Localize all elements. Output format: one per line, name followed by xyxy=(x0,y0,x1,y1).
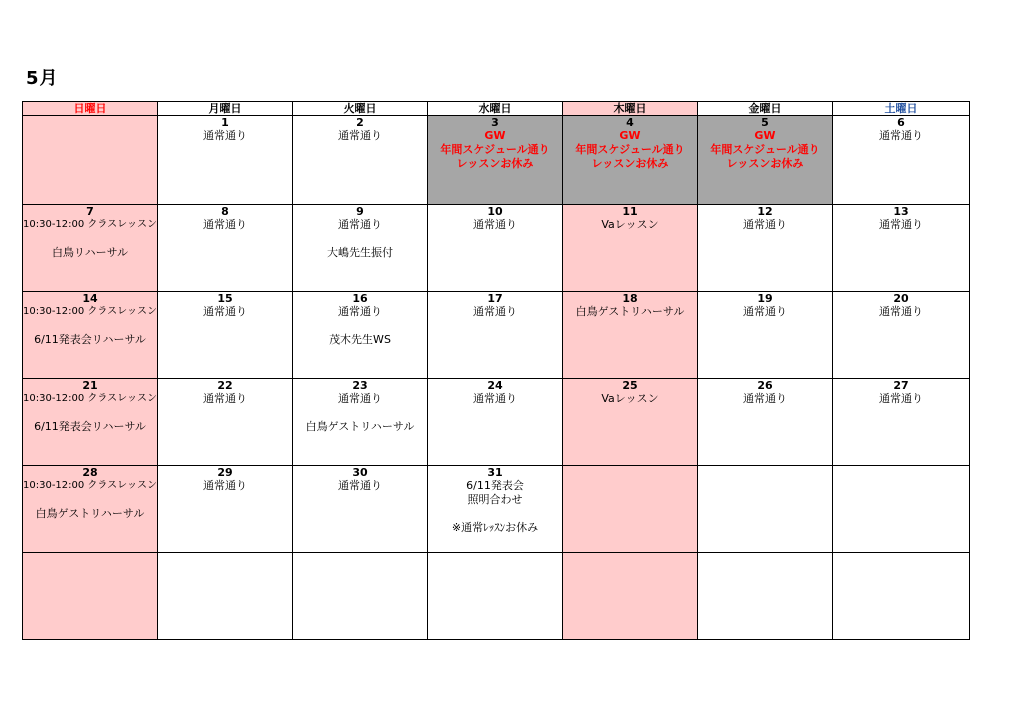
day-note: 6/11発表会リハーサル xyxy=(34,420,146,433)
day-cell xyxy=(833,379,970,466)
holiday-cell xyxy=(563,116,698,205)
day-number: 10 xyxy=(487,205,503,218)
day-event: 10:30-12:00 クラスレッスン xyxy=(23,393,158,404)
day-cell xyxy=(698,553,833,640)
day-number: 18 xyxy=(622,292,638,305)
day-cell xyxy=(293,292,428,379)
day-cell xyxy=(833,466,970,553)
holiday-label: GW xyxy=(484,129,506,142)
holiday-label: GW xyxy=(754,129,776,142)
header-tuesday: 火曜日 xyxy=(293,102,428,116)
week-row xyxy=(23,292,970,379)
day-cell xyxy=(833,292,970,379)
day-event: 通常通り xyxy=(203,218,247,231)
day-number: 29 xyxy=(217,466,233,479)
day-number: 2 xyxy=(356,116,364,129)
day-cell xyxy=(23,292,158,379)
day-cell xyxy=(293,116,428,205)
day-event: 通常通り xyxy=(338,129,382,142)
day-cell xyxy=(293,205,428,292)
day-number: 9 xyxy=(356,205,364,218)
day-note: 白鳥ゲストリハーサル xyxy=(35,507,145,520)
day-cell xyxy=(293,553,428,640)
day-event: 通常通り xyxy=(338,392,382,405)
day-note: 大嶋先生振付 xyxy=(327,246,393,259)
day-cell xyxy=(698,466,833,553)
day-number: 11 xyxy=(622,205,638,218)
day-event: 10:30-12:00 クラスレッスン xyxy=(23,306,158,317)
holiday-cell xyxy=(428,116,563,205)
day-number: 25 xyxy=(622,379,638,392)
day-cell xyxy=(833,553,970,640)
day-event: 白鳥ゲストリハーサル xyxy=(575,305,685,318)
day-cell xyxy=(158,292,293,379)
day-number: 26 xyxy=(757,379,773,392)
day-cell xyxy=(428,379,563,466)
day-cell xyxy=(158,379,293,466)
day-event: Vaレッスン xyxy=(601,392,659,405)
day-cell xyxy=(158,116,293,205)
day-event: 照明合わせ xyxy=(467,493,523,506)
day-event: 通常通り xyxy=(203,392,247,405)
day-number: 12 xyxy=(757,205,773,218)
day-event: 通常通り xyxy=(473,392,517,405)
day-number: 3 xyxy=(491,116,499,129)
calendar-table xyxy=(22,101,970,640)
holiday-note: レッスンお休み xyxy=(726,157,804,170)
day-number: 16 xyxy=(352,292,368,305)
day-number: 17 xyxy=(487,292,503,305)
weekday-header-row xyxy=(23,102,970,116)
day-cell xyxy=(293,379,428,466)
day-cell xyxy=(563,466,698,553)
day-cell xyxy=(563,379,698,466)
day-number: 15 xyxy=(217,292,233,305)
day-number: 27 xyxy=(893,379,909,392)
week-row xyxy=(23,379,970,466)
day-event: 6/11発表会 xyxy=(466,479,524,492)
holiday-cell xyxy=(698,116,833,205)
day-number: 23 xyxy=(352,379,368,392)
day-cell xyxy=(428,466,563,553)
day-cell xyxy=(23,553,158,640)
week-row xyxy=(23,116,970,205)
day-cell xyxy=(158,205,293,292)
holiday-note: レッスンお休み xyxy=(456,157,534,170)
day-number: 20 xyxy=(893,292,909,305)
holiday-note: 年間スケジュール通り xyxy=(575,143,685,156)
day-event: 通常通り xyxy=(743,218,787,231)
day-event: 通常通り xyxy=(473,218,517,231)
week-row xyxy=(23,205,970,292)
day-event: 通常通り xyxy=(473,305,517,318)
day-event: 通常通り xyxy=(743,392,787,405)
header-monday: 月曜日 xyxy=(158,102,293,116)
day-event: 通常通り xyxy=(338,218,382,231)
day-number: 6 xyxy=(897,116,905,129)
day-number: 30 xyxy=(352,466,368,479)
day-cell xyxy=(23,466,158,553)
day-event: Vaレッスン xyxy=(601,218,659,231)
week-row xyxy=(23,553,970,640)
holiday-note: レッスンお休み xyxy=(591,157,669,170)
day-event: 通常通り xyxy=(879,305,923,318)
day-number: 8 xyxy=(221,205,229,218)
day-cell xyxy=(698,205,833,292)
day-cell xyxy=(833,116,970,205)
day-note: 白鳥ゲストリハーサル xyxy=(305,420,415,433)
header-saturday: 土曜日 xyxy=(833,102,970,116)
day-number: 28 xyxy=(82,466,98,479)
day-number: 22 xyxy=(217,379,233,392)
day-number: 13 xyxy=(893,205,909,218)
day-event: 通常通り xyxy=(203,479,247,492)
day-number: 14 xyxy=(82,292,98,305)
day-number: 7 xyxy=(86,205,94,218)
day-event: 10:30-12:00 クラスレッスン xyxy=(23,219,158,230)
day-cell xyxy=(698,379,833,466)
day-cell xyxy=(563,292,698,379)
day-cell xyxy=(428,292,563,379)
day-number: 24 xyxy=(487,379,503,392)
day-event: 通常通り xyxy=(879,129,923,142)
header-sunday: 日曜日 xyxy=(23,102,158,116)
day-cell xyxy=(158,553,293,640)
day-note: ※通常ﾚｯｽﾝお休み xyxy=(451,521,539,534)
day-cell xyxy=(23,379,158,466)
day-event: 通常通り xyxy=(743,305,787,318)
holiday-note: 年間スケジュール通り xyxy=(710,143,820,156)
day-cell xyxy=(23,205,158,292)
day-event: 通常通り xyxy=(879,218,923,231)
holiday-note: 年間スケジュール通り xyxy=(440,143,550,156)
header-wednesday: 水曜日 xyxy=(428,102,563,116)
day-number: 31 xyxy=(487,466,503,479)
day-event: 通常通り xyxy=(203,129,247,142)
holiday-label: GW xyxy=(619,129,641,142)
day-number: 21 xyxy=(82,379,98,392)
day-cell xyxy=(428,205,563,292)
week-row xyxy=(23,466,970,553)
day-event: 10:30-12:00 クラスレッスン xyxy=(23,480,158,491)
day-event: 通常通り xyxy=(879,392,923,405)
day-note: 6/11発表会リハーサル xyxy=(34,333,146,346)
day-event: 通常通り xyxy=(338,479,382,492)
day-cell xyxy=(293,466,428,553)
day-cell xyxy=(563,553,698,640)
day-cell xyxy=(833,205,970,292)
day-note: 茂木先生WS xyxy=(329,333,391,346)
day-event: 通常通り xyxy=(338,305,382,318)
day-event: 通常通り xyxy=(203,305,247,318)
day-cell xyxy=(698,292,833,379)
day-number: 5 xyxy=(761,116,769,129)
day-cell xyxy=(428,553,563,640)
header-friday: 金曜日 xyxy=(698,102,833,116)
day-note: 白鳥リハーサル xyxy=(51,246,129,259)
day-number: 4 xyxy=(626,116,634,129)
day-cell xyxy=(23,116,158,205)
day-number: 19 xyxy=(757,292,773,305)
month-title: 5月 xyxy=(26,68,59,89)
day-cell xyxy=(563,205,698,292)
header-thursday: 木曜日 xyxy=(563,102,698,116)
day-cell xyxy=(158,466,293,553)
day-number: 1 xyxy=(221,116,229,129)
